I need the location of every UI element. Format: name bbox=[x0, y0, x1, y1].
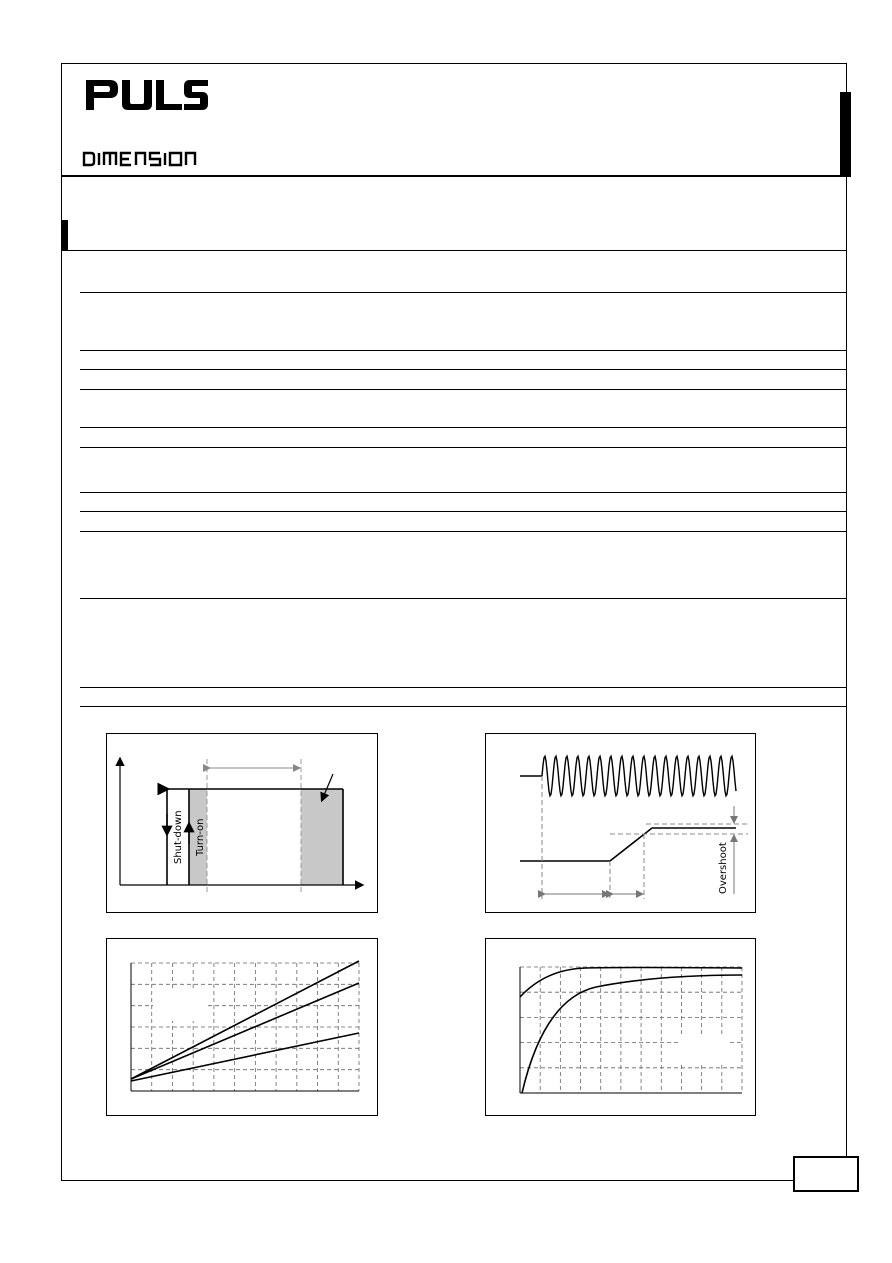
exponential-curves-diagram bbox=[485, 938, 756, 1116]
turn-on-label: Turn-on bbox=[195, 818, 206, 856]
dimension-wordmark bbox=[82, 150, 202, 168]
turn-on-overshoot-diagram bbox=[485, 733, 756, 913]
table-row-divider bbox=[80, 350, 847, 351]
table-row-divider bbox=[80, 389, 847, 390]
table-row-divider bbox=[80, 447, 847, 448]
table-row-divider bbox=[80, 706, 847, 707]
shut-down-label: Shut-down bbox=[173, 810, 184, 864]
header-side-bar bbox=[840, 92, 851, 176]
table-row-divider bbox=[80, 427, 847, 428]
table-row-divider bbox=[80, 687, 847, 688]
linear-curves-diagram bbox=[106, 938, 378, 1116]
section-marker bbox=[61, 220, 68, 250]
header-rule bbox=[61, 175, 851, 177]
table-row-divider bbox=[80, 492, 847, 493]
table-row-divider bbox=[80, 598, 847, 599]
page-number-box bbox=[793, 1156, 859, 1192]
table-row-divider bbox=[80, 511, 847, 512]
table-row-divider bbox=[80, 292, 847, 293]
table-row-divider bbox=[80, 531, 847, 532]
overshoot-label: Overshoot bbox=[718, 842, 729, 894]
voltage-window-diagram bbox=[106, 733, 378, 913]
table-row-divider bbox=[80, 369, 847, 370]
section-rule bbox=[61, 250, 847, 251]
puls-logo bbox=[84, 74, 210, 112]
